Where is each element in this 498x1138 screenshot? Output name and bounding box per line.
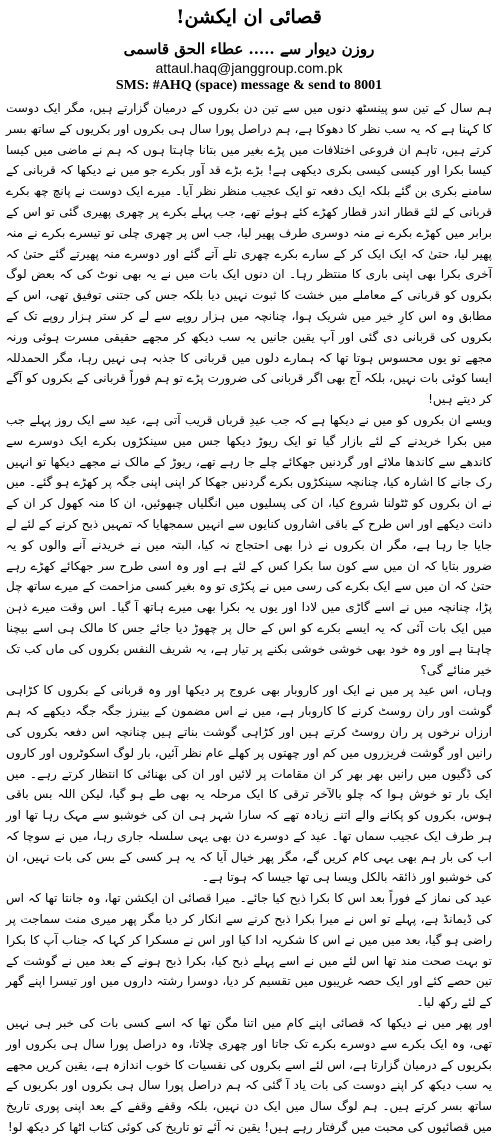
article-byline: روزن دیوار سے ..... عطاء الحق قاسمی bbox=[123, 40, 375, 58]
author-email: attaul.haq@janggroup.com.pk bbox=[155, 60, 343, 76]
article-paragraph: ویسے ان بکروں کو میں نے دیکھا ہے کہ جب عیدِ قرباں قریب آتی ہے، عید سے ایک روز پہلے جب میں بکرا خریدنے کے لئے بازار گیا تو ایک ریوڑ دیکھا جس میں سینکڑوں بکرے ایک دوسرے سے کاندھے سے کاندھا ملائے اور گردنیں جھکائے چلے جا رہے تھے، ریوڑ کے مالک نے مجھے دیکھا تو انہیں رک جانے کا اشارہ کیا، چنانچہ سینکڑوں بکرے گردنیں جھکا کر اپنی اپنی جگہ پر کھڑے ہو گئے۔ میں نے ان بکروں کو ٹٹولنا شروع کیا، ان کی پسلیوں میں انگلیاں چبھوئیں، ان کا منہ کھول کر ان کے دانت دیکھے اور اس طرح کے باقی اشاروں کنایوں سے انہیں سمجھایا کہ تمہیں ذبح کرنے کے لئے لے جایا جا رہا ہے، مگر ان بکروں نے ذرا بھی احتجاج نہ کیا، البتہ میں نے خریدنے آنے والوں کو یہ ضرور بتایا کہ ان میں سے کون سا بکرا کس کے لئے ہے اور وہ اسی طرح سر جھکائے کھڑے رہے حتیٰ کہ ان میں سے ایک بکرے کی رسی میں نے پکڑی تو وہ بغیر کسی مزاحمت کے میرے ساتھ چل پڑا، چنانچہ میں نے اسے گاڑی میں لادا اور یوں یہ بکرا بھی میرے ہاتھ آ گیا۔ اس وقت میرے ذہن میں ایک بات آئی کہ یہ ایسے بکرے کو اس کے حال پر چھوڑ دیا جائے جس کا مالک ہی اسے بیچنا چاہتا ہے اور وہ خود بھی خوشی خوشی بکنے پر تیار ہے، یہ شریف النفس بکروں کی ماں کب تک خیر منائے گی؟ bbox=[5, 412, 492, 677]
article-paragraph: عید کی نماز کے فوراً بعد اس کا بکرا ذبح کیا جائے۔ میرا قصائی ان ایکشن تھا، وہ جانتا تھا کہ اس کی ڈیمانڈ ہے، پہلے تو اس نے میرا بکرا ذبح کرنے سے انکار کر دیا مگر پھر میری منت سماجت پر راضی ہو گیا، بعد میں میں نے اس کا شکریہ ادا کیا اور اس نے مسکرا کر کہا کہ جناب آپ کا بکرا تو بہت صحت مند تھا اس لئے میں نے اسے پہلے ذبح کیا، بکرا ذبح ہونے کے بعد میں نے گوشت کے تین حصے کئے اور ایک حصہ غریبوں میں تقسیم کر دیا، دوسرا رشتہ داروں میں اور تیسرا اپنے گھر کے لئے رکھ لیا۔ bbox=[6, 891, 492, 1010]
article-paragraph: وہاں، اس عید پر میں نے ایک اور کاروبار بھی عروج پر دیکھا اور وہ قربانی کے بکروں کا کڑاہی گوشت اور ران روسٹ کرنے کا کاروبار ہے، میں نے اس مضمون کے بینرز جگہ جگہ دیکھے کہ ہم ارزاں نرخوں پر ران روسٹ کرتے ہیں اور کڑاہی گوشت بناتے ہیں چنانچہ اس دفعہ بکروں کی رانیں اور گوشت فریزروں میں کم اور چھتوں پر کھلے عام نظر آئیں، بار لوگ اسکوٹروں اور کاروں کی ڈگیوں میں رانیں بھر بھر کر ان مقامات پر لائیں اور ان کی بھنائی کا انتظار کرتے رہے۔ میں ایک بار تو خوش ہوا کہ چلو بالآخر ترقی کا ایک مرحلہ یہ بھی طے ہو گیا، لیکن اللہ بس باقی ہوس، بکروں کو پکانے والے اتنے زیادہ تھے کہ سارا شہر ہی ان کی خوشبو سے مہک رہا تھا اور ہر طرف ایک عجیب سماں تھا۔ عید کے دوسرے دن بھی یہی سلسلہ جاری رہا، میں نے سوچا کہ اب کی بار ہم بھی یہی کام کریں گے، مگر پھر خیال آیا کہ یہ ہر کسی کے بس کی بات نہیں، ان کی خوشبو اور ذائقہ بالکل ویسا ہی تھا جیسا کہ ہوتا ہے۔ bbox=[6, 683, 492, 885]
sms-instruction: SMS: #AHQ (space) message & send to 8001 bbox=[115, 78, 383, 93]
article-paragraph: ہم سال کے تین سو پینسٹھ دنوں میں سے تین دن بکروں کے درمیان گزارتے ہیں، مگر ایک دوست کا کہنا ہے کہ یہ سب نظر کا دھوکا ہے، ہم دراصل پورا سال ہی بکروں اور بکریوں کے ساتھ بسر کرتے ہیں، تاہم ان فروعی اختلافات میں پڑے بغیر میں بتانا چاہتا ہوں کہ ہم نے ماضی میں کیسا کیسا بکرا اور کیسی کیسی بکری دیکھی ہے! بڑے بڑے قد آور بکرے جو میں نے دیکھا کہ قربانی کے سامنے بکری بن گئے بلکہ ایک دفعہ تو ایک عجیب منظر نظر آیا۔ میرے ایک دوست نے پانچ چھ بکرے قربانی کے لئے قطار اندر قطار کھڑے کئے ہوئے تھے، جب پہلے بکرے پر چھری پھیری گئی تو اس کے برابر میں کھڑے بکرے نے منہ دوسری طرف پھیر لیا، جب اس پر چھری چلی تو تیسرے بکرے نے منہ پھیر لیا، حتیٰ کہ ایک ایک کر کے سارے بکرے چھری تلے آتے گئے اور دوسرے منہ پھیرتے گئے حتیٰ کہ آخری بکرا بھی اپنی باری کا منتظر رہا۔ ان دنوں ایک بات میں نے یہ بھی نوٹ کی کہ بعض لوگ بکروں کو قربانی کے معاملے میں خشت کا ثبوت نہیں دیا بلکہ جس کی جتنی توفیق تھی، اس کے مطابق وہ اس کارِ خیر میں شریک ہوا، چنانچہ میں ہزار روپے سے لے کر ستر ہزار روپے تک کے بکروں کی قربانی دی گئی اور آپ یقین جانیں یہ سب دیکھ کر مجھے حقیقی مسرت ہوئی ورنہ مجھے تو یوں محسوس ہوتا تھا کہ ہمارے دلوں میں قربانی کا جذبہ ہی نہیں رہا، مگر الحمدللہ ایسا کوئی بات نہیں، بلکہ آج بھی اگر قربانی کی ضرورت پڑے تو ہم فوراً قربانی کے بکروں کو آگے کر دیتے ہیں! bbox=[6, 101, 492, 407]
article-body bbox=[5, 98, 492, 1135]
article-title: قصائی ان ایکشن! bbox=[176, 6, 322, 28]
article-paragraph: اور پھر میں نے دیکھا کہ قصائی اپنے کام میں اتنا مگن تھا کہ اسے کسی بات کی خبر ہی نہیں تھی، وہ ایک بکرے سے دوسرے بکرے تک جاتا اور چھری چلاتا، وہ دراصل پورا سال ہی بکروں اور بکریوں کے درمیان گزارتا ہے، اس لئے اسے بکروں کی نفسیات کا خوب اندازہ ہے، یقین کریں مجھے یہ سب دیکھ کر اپنے دوست کی بات یاد آ گئی کہ ہم دراصل پورا سال ہی بکروں اور بکریوں کے ساتھ بسر کرتے ہیں۔ ہم لوگ سال میں ایک دن نہیں، بلکہ وقفے وقفے کے بعد اپنی پوری تاریخ میں قصائیوں کی محبت میں گرفتار رہے ہیں! یقین نہ آئے تو تاریخ کی کوئی کتاب اٹھا کر دیکھ لو! bbox=[6, 1016, 492, 1135]
